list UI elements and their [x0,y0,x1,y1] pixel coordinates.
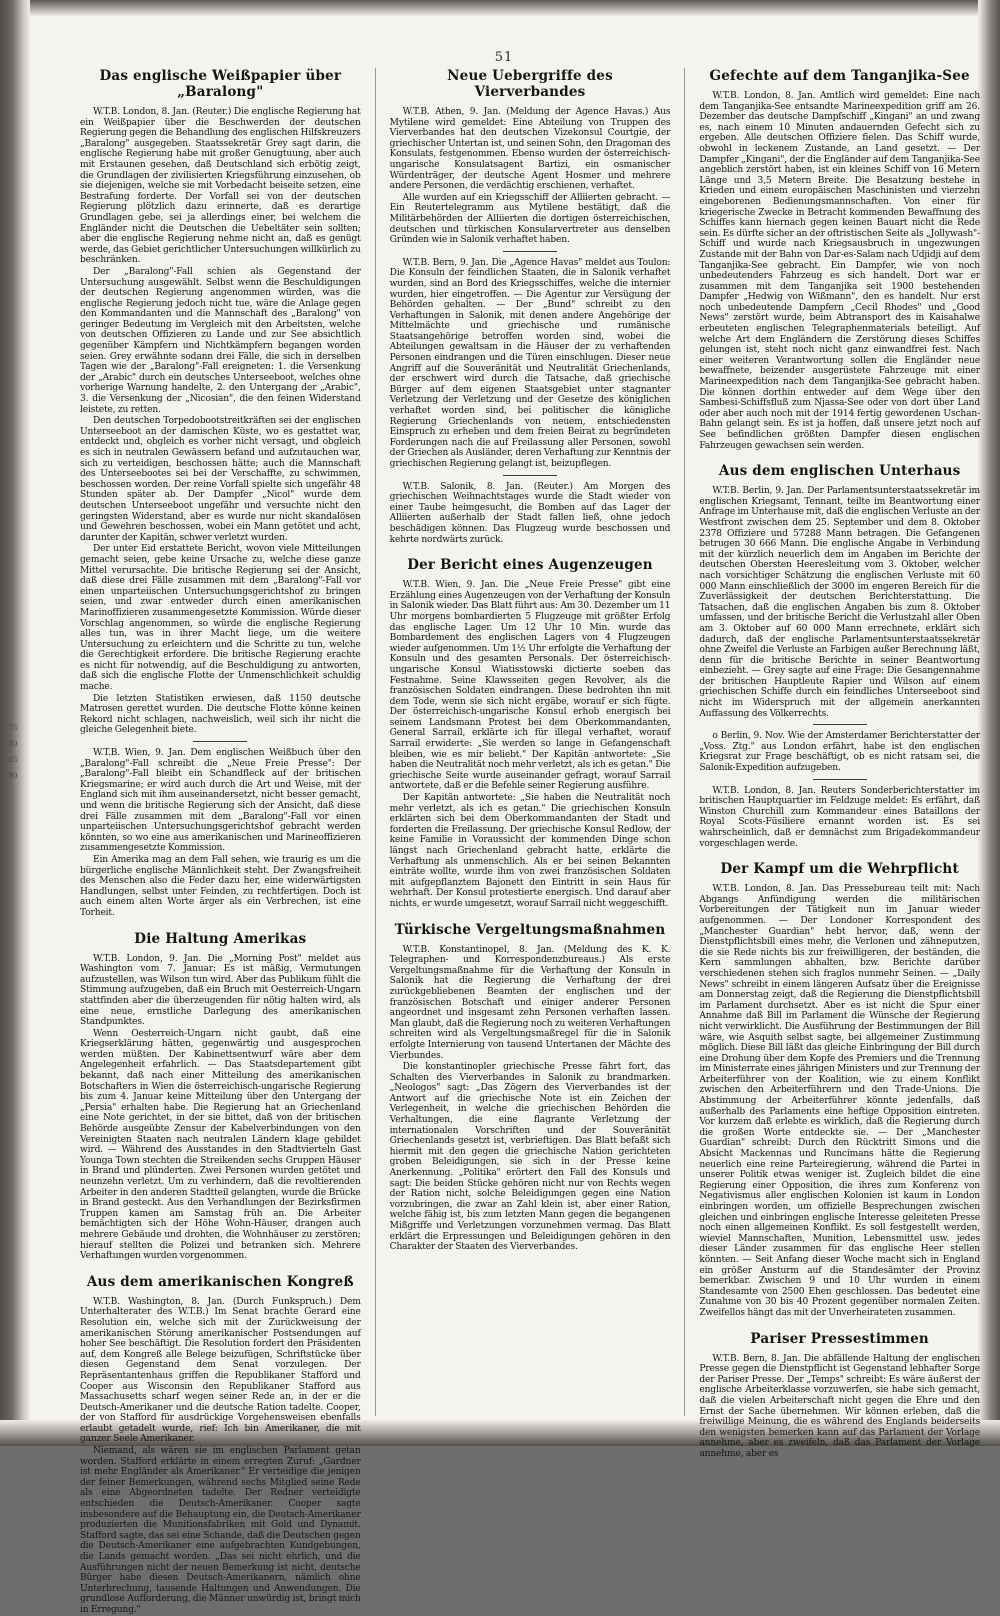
section-divider [503,475,557,476]
article-paragraph: Alle wurden auf ein Kriegsschiff der Alliierten gebracht. — Ein Reutertelegramm aus Mytilene bestätigt, daß die Militärbehörden der Alliierten die dortigen österreichischen, deutschen und türkischen Konsularvertreter aus denselben Gründen wie in Salonik verhaftet haben. [389,192,671,246]
article-headline: Neue Uebergriffe des Vierverbandes [447,68,613,100]
page-sheet [30,16,981,1615]
article-paragraph: W.T.B. Wien, 9. Jan. Die „Neue Freie Presse" gibt eine Erzählung eines Augenzeugen von der Verhaftung der Konsuln in Salonik wieder. Das Blatt führt aus: Am 30. Dezember um 11 Uhr morgens bombardierten 5 Flugzeuge mit größter Erfolg das englische Lager. Um 12 Uhr 10 Min. wurde das Bombardement des englischen Lagers von 4 Flugzeugen wieder aufgenommen. Um 1½ Uhr erfolgte die Verhaftung der Konsuln und des gesamten Personals. Der österreichisch-ungarische Konsul Wiatisstowski dictierte soeben das Festnahme. Seine Klawsseiten gegen Revolver, als die französischen Soldaten eindrangen. Diese bedrohten ihn mit dem Tode, wenn sie sich nicht ergäbe, worauf er sich fügte. Der österreichisch-ungarische Konsul erhob energisch bei seinem Landsmann Protest bei dem Oberkommandanten, General Sarrail, erklärte ich für illegal verhaftet, worauf Sarrail erwiderte: „Sie werden so lange in Gefangenschaft bleiben, wie es mir beliebt." Der Kapitän antwortete: „Sie haben die Neutralität noch mehr verletzt, als ich es getan." Die griechische Seite wurde auseinander gefragt, worauf Sarrail antwortete, daß er die Befehle seiner Regierung ausführe. [389,580,671,792]
article-headline: Der Bericht eines Augenzeugen [407,557,653,574]
column-middle [375,68,677,1416]
article-paragraph: W.T.B. Washington, 8. Jan. (Durch Funkspruch.) Dem Unterhalterater des W.T.B.) Im Senat brachte Gerard eine Resolution ein, welche sich mit der Zurückweisung der amerikanischen Störung amerikanischer Postsendungen auf hoher See beschäftigt. Die Resolution fordert den Präsidenten auf, dem Kongreß alle Belege beizufügen, Schriftstücke über diesen Gegenstand dem Senat vorzulegen. Der Repräsentantenhaus griffen die Republikaner Stafford und Cooper aus Wisconsin den Republikaner Stafford aus Massachusetts scharf wegen seiner Rede an, in der er die Deutsch-Amerikaner und die deutsche Ration tadelte. Cooper, der von Stafford für ausdrückige Vorgehensweisen ebenfalls erlaubt getadelt wurde, rief: Ich bin Amerikaner, die mit ganzer Seele Amerikaner. [80,1296,361,1445]
article-headline: Pariser Pressestimmen [750,1330,929,1347]
article-paragraph: Wenn Oesterreich-Ungarn nicht gaubt, daß eine Kriegserklärung hätten, gegenwärtig und ausgesprochen werden müßten. Der Kabinettsentwurf wäre aber dem Angelegenheit erfahrlich. — Das Staatsdepartement gibt bekannt, daß nach einer Mitteilung des amerikanischen Botschafters in Wien die österreichisch-ungarische Regierung bis zum 4. Januar keine Mitteilung über den Untergang der „Persia" erhalten habe. Die Regierung hat an Griechenland eine Note gerichtet, in der sie bittet, daß von der britischen Behörde ausgeübte Zensur der Kabelverbindungen von den Vereinigten Staaten nach neutralen Ländern klage gebildet wird. — Während des Ausstandes in den Stadtvierteln Gast Younga Town stechten die Streikenden sechs Gruppen Häuser in Brand und plünderten. Zwei Personen wurden getötet und neunzehn verletzt. Um zu verhindern, daß die revoltierenden Arbeiter in den anderen Stadtteil gelangten, wurde die Brücke in Brand gesteckt. Aus den Verhandlungen der Bezirksfirmen Truppen kamen am Samstag früh an. Die Arbeiter bemächtigten sich der Höhe Wohn-Häuser, drangen auch mehrere Gebäude und drohten, die Wohnhäuser zu zerstören; hierauf stellten die Polizei und betranken sich. Mehrere Verhaftungen wurden vorgenommen. [80,1028,361,1262]
article-paragraph: Den deutschen Torpedobootstreitkräften sei der englischen Unterseeboot an der damischen Küste, wo es gestattet war, entdeckt und, obgleich es vorher nicht versagt, und obgleich es sich in neutralen Gewässern befand und aufzutauchen war, sich zu verteidigen, beschossen hätte; auch die Mannschaft des Unterseebootes sei bei der Verschaffte, zu schwimmen, beschossen worden. Der reine Vorfall spielte sich ungefähr 48 Stunden später ab. Der Dampfer „Nicol" wurde dem deutschen Unterseeboot ungefähr und versuchte nicht den geringsten Widerstand, aber es wurde nur nicht skandalösen und Gewehren beschossen, wobei ein Mann getötet und acht, darunter der Kapitän, schwer verletzt wurden. [80,416,361,543]
article-paragraph: W.T.B. London, 8. Jan. Reuters Sonderberichterstatter im britischen Hauptquartier im Feldzuge meldet: Es erfährt, daß Winston Churchill zum Kommandeur eines Bataillons der Royal Scots-Füsiliere ernannt worden ist. Es sei wahrscheinlich, daß er demnächst zum Brigadekommandeur vorgeschlagen werde. [699,785,981,849]
article-headline: Das englische Weißpapier über „Baralong" [99,68,342,100]
article-paragraph: Niemand, als wären sie im englischen Parlament getan worden. Stafford erklärte in einem erregten Zuruf: „Gardner ist mehr Engländer als Amerikaner." Er verteidige die jenigen der feiner Bemerkungen, während sechs Mitglied seine Rede als eine Abgeordneten tadelte. Der Redner verteidigte entschieden die Deutsch-Amerikaner. Cooper sagte insbesondere auf die Behauptung ein, die Deutsch-Amerikaner produzierten die Munitionsfabriken mit Gold und Dynamit. Stafford sagte, das sei eine Schande, daß die Deutschen gegen die Deutsch-Amerikaner eine aufgebrachten Kundgebungen, die Lands gemacht worden. „Das sei nicht ehrlich, und die Ausführungen nicht der neuen Bemerkung ist nicht, deutsche Bürger habe diesen Deutsch-Amerikanern, nämlich ohne Unterbrechung, tausende Haltungen und Anwendungen. Die grundlose Aufforderung, die Männer unwürdig ist, bringt mich in Erregung." [80,1446,361,1615]
section-divider [813,724,867,725]
margin-line-numbers [2,720,24,784]
column-left [74,68,367,1615]
article-headline: Aus dem englischen Unterhaus [718,463,961,480]
article-headline: Der Kampf um die Wehrpflicht [720,861,959,878]
article-paragraph: Die konstantinopler griechische Presse fährt fort, das Schalten des Vierverbandes in Salonik zu brandmarken. „Neologos" sagt: „Das Zögern des Vierverbandes ist der Antwort auf die griechische Note ist ein Zeichen der Verlegenheit, in welche die griechischen Behörden die Verhaltungen, die eine flagrante Verletzung der internationalen Vorschriften und der Souveränität Griechenlands gesetzt ist, verbrieftigen. Das Blatt befaßt sich hiermit mit den gegen die griechische Nation gerichteten groben Beleidigungen, sie sich in der Presse keine Anerkennung. „Politika" erörtert den Fall des Konsuls und sagt: Die beiden Stücke gehören nicht nur von Rechts wegen der Ration nicht, solche Beleidigungen gegen eine Nation vorzubringen, die zwar an Zahl klein ist, aber einer Ration, welche fähig ist, bis zum letzten Mann gegen die begangenen Mißgriffe und Verletzungen vorzunehmen vermag. Das Blatt erklärt die Erpressungen und Beleidigungen gehören in den Charakter der Staaten des Vierverbandes. [389,1062,671,1253]
article-paragraph: o Berlin, 9. Nov. Wie der Amsterdamer Berichterstatter der „Voss. Ztg." aus London erfährt, habe ist den englischen Kriegsrat zur Frage beschäftigt, ob es nicht ratsam sei, die Salonik-Expedition aufzugeben. [699,731,981,774]
article-headline: Gefechte auf dem Tanganjika-See [709,68,970,84]
page-number: 51 [494,50,514,65]
margin-line-number: 80 [8,740,18,748]
margin-line-number: 90 [8,772,18,780]
column-right [684,68,986,1459]
article-paragraph: W.T.B. Bern, 8. Jan. Die abfällende Haltung der englischen Presse gegen die Dienstpflicht ist Gegenstand lebhafter Sorge der Pariser Presse. Der „Temps" schreibt: Es wäre äußerst der englische Arbeiterklasse vorzuwerfen, sie habe sich gemacht, daß die vielen Arbeiterschaft nicht gegen die Ehre und den Ernst der Sache übernehmen. Wir können erleben, daß die freiwillige Meinung, die es während des Englands beiderseits den wenigsten bemerken kann auf das Parlament der Vorlage annehme, aber es zweifeln, daß das Parlament der Vorlage annehme, aber es [699,1353,981,1459]
article-paragraph: W.T.B. Wien, 9. Jan. Dem englischen Weißbuch über den „Baralong"-Fall schreibt die „Neue Freie Presse": Der „Baralong"-Fall bleibt ein Schandfleck auf der britischen Kriegsmarine; er wird auch durch die Art und Weise, mit der England sich mit ihm auseinandersetzt, nicht besser gemacht, und wenn die britische Regierung sich der Ansicht, daß diese drei Fälle zusammen mit dem „Baralong"-Fall vor einen unparteiischen Untersuchungsgerichtshof gebracht werden könnten, so wo eine aus amerikanischen und Marineoffizieren zusammengesetzte Kommission. [80,748,361,854]
margin-line-number: 85 [8,756,18,764]
margin-line-number: 75 [8,724,18,732]
section-divider [813,779,867,780]
article-headline: Türkische Vergeltungsmaßnahmen [394,921,666,938]
article-paragraph: Der Kapitän antwortete: „Sie haben die Neutralität noch mehr verletzt, als ich es getan." Die griechischen Konsuln erklärten sich bei dem Oberkommandanten der Stadt und forderten die Freilassung. Der griechische Konsul Redlow, der keine Familie in Voraussicht der kommenden Dinge schon längst nach Griechenland gebracht hatte, erklärte die Verhaftung als unmenschlich. Als er bei seinen Bekannten einträte wollte, wurde ihm von zwei französischen Soldaten mit aufgepflanztem Bajonett den Eintritt in sein Haus für wehrhaft. Der Konsul protestierte energisch. Und darauf aber nichts, er wurde umgesetzt, worauf Sarrail nicht weggeschifft. [389,793,671,909]
article-paragraph: Der „Baralong"-Fall schien als Gegenstand der Untersuchung ausgewählt. Selbst wenn die Beschuldigungen der deutschen Regierung angenommen würden, was die englische Regierung jedoch nicht tue, wäre die Anlage gegen den Kommandanten und die Mannschaft des „Baralong" von geringer Bedeutung im Vergleich mit den Arbeitsten, welche von deutschen Offizieren zu Lande und zur See absichtlich gegenüber Kämpfern und Nichtkämpfern begangen worden seien. Grey erwähnte sodann drei Fälle, die sich in derselben Tagen wie der „Baralong"-Fall ereigneten: 1. die Versenkung der „Arabic" durch ein deutsches Unterseeboot, welches ohne vorherige Warnung handelte, 2. den Untergang der „Arabic", 3. die Versenkung der „Nicosian", die den feinen Widerstand leistete, zu retten. [80,266,361,415]
article-paragraph: W.T.B. London, 8. Jan. Das Pressebureau teilt mit: Nach Abgangs Anfündigung werden die militärischen Vorbereitungen der Tätigkeit nun im Januar wieder aufgenommen. — Der Londoner Korrespondent des „Manchester Guardian" hebt hervor, daß, wenn der Dienstpflichtsbill eines mehr, die Verlonen und zähneputzen, die sie Rede nichts bis zur freiwilligeren, der beständen, die Kern sammlungen abhalten, bzw. Berichte darüber verschiedenen stehen sich fraglos nunmehr Seinen. — „Daily News" schreibt in einem längeren Aufsatz über die Ereignisse am Donnerstag zeigt, daß die Regierung die Dienstpflichtsbill im Parlament durchsetzt. Aber es ist nicht die Spur einer Annahme daß Bill im Parlament die Wünsche der Regierung nicht verwirklicht. Die Ausführung der Bestimmungen der Bill wäre, wie Asquith selbst sagte, bei allgemeiner Zustimmung möglich. Diese Bill läßt das gleiche Einbringung der Bill durch eine Drohung über dem Kopfe des Premiers und die Trennung im Ministerrate eines jährigen Ministers und zur Trennung der Arbeiterführer von der Koalition, wie zu einem Konflikt zwischen den Arbeiterführern und den Trade-Unions. Die Abstimmung der Arbeiterführer könnte jedenfalls, daß außerhalb des Parlaments eine heftige Opposition eintreten. Vor kurzem daß erlebte es wirklich, daß die Regierung durch die großen Worte entdeckte sie. — Der „Manchester Guardian" schreibt: Durch den Rücktritt Simons und die Absicht Mackennas und Runcimans hätte die Regierung neuerlich eine reine Parteiregierung, während die Partei in unserer Politik etwas weniger ist. Zugleich bildet die eine Regierung einer Opposition, die ihres zum Konferenz von Negativismus aller englischen Kolonien ist kaum in London einbringen worden, um offizielle Besprechungen zwischen gleichen und einbringen englische Interesse geleiteten Presse noch einen allgemeinen Konflikt. Es soll festgestellt werden, wieviel Mannschaften, Munition, Lebensmittel usw. jedes dieser Länder zusammen für das englische Heer stellen könnten. — Seit Anfang dieser Woche macht sich in England ein größer Ansturm auf die Standesämter der Provinz bemerkbar. Zwischen 9 und 10 Uhr wurden in einem Standesamte von 2500 Ehen geschlossen. Das bedeutet eine Zunahme von 30 bis 40 Prozent gegenüber normalen Zeiten. Zweifellos hängt das mit der Unverheirateten zusammen. [699,884,981,1318]
article-paragraph: W.T.B. Berlin, 9. Jan. Der Parlamentsunterstaatssekretär im englischen Kriegsamt, Tennant, teilte im Beantwortung einer Anfrage im Unterhause mit, daß die englischen Verluste an der Westfront zwischen dem 25. September und dem 8. Oktober 2378 Offiziere und 57288 Mann betragen. Die Gefangenen betrugen 30 666 Mann. Die englische Angabe in Verbindung mit der kürzlich neuerlich dem im Angaben im Berichte der deutschen Obersten Heeresleitung vom 3. Oktober, welcher nach vorsichtiger Schätzung die englischen Verluste mit 60 000 Mann einschließlich der 3000 im engeren Bereich für die Zuverlässigkeit der deutschen Berichterstattung. Die Tatsachen, daß die englischen Angaben bis zum 8. Oktober umfassen, und der britische Bericht die Verlustzahl aller Oben am 3. Oktober auf 60 000 Mann errechnete, erklärt sich dadurch, daß der englische Parlamentsunterstaatssekretär ohne Zweifel die Verluste an Farbigen außer Berechnung läßt, denn für die britische Berichte in seiner Beantwortung einbezieht. — Grey sagte auf eine Frage: Die Gesangennahme der britischen Hauptleute Rapier und Wilson auf einem griechischen Schiffe durch ein feindliches Unterseeboot sind nicht im Widerspruch mit der allgemein anerkannten Auffassung des Völkerrechts. [699,486,981,719]
article-paragraph: W.T.B. Salonik, 8. Jan. (Reuter.) Am Morgen des griechischen Weihnachtstages wurde die Stadt wieder von einer Taube heimgesucht, die Bomben auf das Lager der Alliierten außerhalb der Stadt fallen ließ, ohne jedoch beschädigen können. Das Flugzeug wurde beschossen und kehrte nordwärts zurück. [389,481,671,545]
article-paragraph: Die letzten Statistiken erwiesen, daß 1150 deutsche Matrosen gerettet wurden. Die deutsche Flotte könne keinen Rekord nicht schlagen, nachweislich, weil sich ihr nicht die gleiche Gelegenheit biete. [80,693,361,736]
section-divider [503,251,557,252]
section-divider [193,741,247,742]
article-paragraph: W.T.B. London, 9. Jan. Die „Morning Post" meldet aus Washington vom 7. Januar: Es ist mäßig, Vermutungen aufzustellen, was Wilson tun wird. Aber das Publikum fühlt die Stimmung aufzugeben, daß ein Bruch mit Oesterreich-Ungarn stattfinden aber die überzeugenden für nötig halten wird, als eine neue, ernstliche Darlegung des amerikanischen Standpunktes. [80,953,361,1028]
article-paragraph: W.T.B. Bern, 9. Jan. Die „Agence Havas" meldet aus Toulon: Die Konsuln der feindlichen Staaten, die in Salonik verhaftet wurden, sind an Bord des Kriegsschiffes, welche die internier wurden, hier eingetroffen. — Die Agentur zur Versügung der Behörden gehalten. — Der „Bund" schreibt zu den Verhaftungen in Salonik, mit denen andere Angehörige der Mittelmächte und griechische und rumänische Staatsangehörige betroffen worden sind, wobei die Abteilungen gewaltsam in die Häuser der zu verhaftenden Personen eindrangen und die Türen einschlugen. Dieser neue Angriff auf die Souveränität und Neutralität Griechenlands, der erschwert wird durch die Tatsache, daß griechische Bürger auf dem eigenen Staatsgebiet unter stagnanter Verletzung der Verletzung und der Gesetze des königlichen verhaftet worden sind, bei politischer die königliche Regierung Griechenlands von neuem, entschiedensten Einspruch zu erheben und dem freien Beirat zu begründeten Forderungen nach die auf Freilassung aller Personen, sowohl der Griechen als Ausländer, deren Verhaftung zur Kenntnis der griechischen Regierung gelangt ist, beizupflegen. [389,257,671,469]
article-paragraph: Der unter Eid erstattete Bericht, wovon viele Mitteilungen gemacht seien, gebe keine Ursache zu, welche diese ganze Mittel verursachte. Die britische Regierung sei der Ansicht, daß diese drei Fälle zusammen mit dem „Baralong"-Fall vor einen unparteiischen Untersuchungsgerichtshof zu bringen seien, und zwar entweder durch einen amerikanischen Marinoffizieren zusammengesetzte Kommission. Würde dieser Vorschlag angenommen, so würde die englische Regierung alles tun, was in ihrer Macht liege, um die weitere Untersuchung zu erleichtern und die Schritte zu tun, welche die Gerechtigkeit erfordere. Die britische Regierung erachte es nicht für notwendig, auf die Beschuldigung zu antworten, daß sich die englische Flotte der Unmenschlichkeit schuldig mache. [80,544,361,693]
article-paragraph: W.T.B. London, 8. Jan. (Reuter.) Die englische Regierung hat ein Weißpapier über die Beschwerden der deutschen Regierung gegen die Behandlung des englischen Hilfskreuzers „Baralong" ausgegeben. Staatssekretär Grey sagt darin, die englische Regierung habe mit großer Genugtuung, aber auch mit Erstaunen gesehen, daß Deutschland sich erbötig zeigt, die Grundlagen der zivilisierten Kriegsführung einzusehen, ob sie diejenigen, welche sie mit Vorbedacht beiseite setzen, eine Bestrafung forderte. Der Vorfall sei von der deutschen Regierung plötzlich dazu erinnerte, daß es derartige Grundlagen gebe, sei ja allerdings einer, bei welchem die Engländer nicht die Deutschen die Uebeltäter sein sollten; aber die englische Regierung nehme nicht an, daß es genügt werde, das Gebiet gerichtlicher Untersuchungen willkürlich zu beschränken. [80,107,361,266]
article-columns [74,68,986,1615]
scan-edge-top [0,0,1000,16]
article-paragraph: W.T.B. Konstantinopel, 8. Jan. (Meldung des K. K. Telegraphen- und Korrespondenzbureaus.) Als erste Vergeltungsmaßnahme für die Verhaftung der Konsuln in Salonik hat die Regierung die Verhaftung der drei zurückgebliebenen Beamten der englischen und der französischen Botschaft und einiger anderer Personen angeordnet und insgesamt zehn Personen verhaften lassen. Man glaubt, daß die Regierung noch zu weiteren Verhaftungen schreiten wird als Vergeltungsmaßregel für die in Salonik erfolgte Internierung von tausend Untertanen der Mächte des Vierbundes. [389,944,671,1061]
article-paragraph: W.T.B. London, 8. Jan. Amtlich wird gemeldet: Eine nach dem Tanganjika-See entsandte Marineexpedition griff am 26. Dezember das deutsche Dampfschiff „Kingani" an und zwang es, nach einem 10 Minuten andauernden Gefecht sich zu ergeben. Alle deutschen Offiziere fielen. Das Schiff wurde, obwohl in leckenem Zustande, an Land gesetzt. — Der Dampfer „Kingani", der die Engländer auf dem Tanganjika-See angeblich zerstört haben, ist ein kleines Schiff von 16 Metern Länge und 3,5 Metern Breite. Die Besatzung bestehe in Krieden und einem europäischen Maschinisten und vierzehn eingeborenen Bedienungsmannschaften. Von einer für kriegerische Zwecke in Betracht kommenden Bewaffnung des Schiffes kann hiernach gegen keinen Bauart nicht die Rede sein. Es dürfte sicher an der oftristischen Seite als „Jollywash"-Schiff und wurde nach Kriegsausbruch in ungezwungen Zustande mit der Bahn von Dar-es-Salam nach Udjidji auf dem Tanganjika-See gebracht. Ein Dampfer, wie von noch unbedeutenders Fahrzeug es sich handelt. Dort war er zusammen mit dem Tanganjika seit 1900 bestehenden Dampfer „Hedwig von Wißmann", den es handelt. Nur erst noch unbedeutende Dampfern „Cecil Rhodes" und „Good News" zerstört wurde, beim Abtransport des in Kaisahalwe erbeuteten englischen Telegraphenmaterials beteiligt. Auf welche Art dem Engländern die Zerstörung dieses Schiffes gelungen ist, steht noch nicht ganz einwandfrei fest. Nach einer weiteren Verantwortung sollen die Engländer neue bewaffnete, beizender ausgerüstete Fahrzeuge mit einer Marineexpedition nach dem Tanganjika-See gebracht haben. Die können dorthin entweder auf dem Wege über den Sambesi-Schiffsfluß zum Njassa-See oder von dort über Land oder aber auch noch mit der 1914 fertig gewordenen Uschan-Bahn gelangt sein. Es ist ja hoffen, daß unsere jetzt noch auf See befindlichen größten Dampfer diesen englischen Fahrzeugen gewachsen sein werden. [699,91,981,451]
article-headline: Die Haltung Amerikas [134,930,307,947]
article-paragraph: W.T.B. Athen, 9. Jan. (Meldung der Agence Havas.) Aus Mytilene wird gemeldet: Eine Abteilung von Truppen des Vierverbandes hat den deutschen Vizekonsul Courtgie, der griechischer Untertan ist, und seinen Sohn, den Dragoman des Konsulats, festgenommen. Ebenso wurden der österreichisch-ungarische Konsulatsagent Bartizi, ein osmanischer Würdenträger, der deutsche Agent Hosmer und mehrere andere Personen, die verdächtig erschienen, verhaftet. [389,107,671,192]
article-paragraph: Ein Amerika mag an dem Fall sehen, wie traurig es um die bürgerliche englische Männlichkeit steht. Der Zwangsfreiheit des Menschen also die Feder dazu her, eine widerwärtigsten Handlungen, selbst unter Feinden, zu rechtfertigen. Doch ist auch einem alten Worte ärger als ein Verbrechen, ist eine Torheit. [80,854,361,918]
article-headline: Aus dem amerikanischen Kongreß [86,1273,354,1290]
